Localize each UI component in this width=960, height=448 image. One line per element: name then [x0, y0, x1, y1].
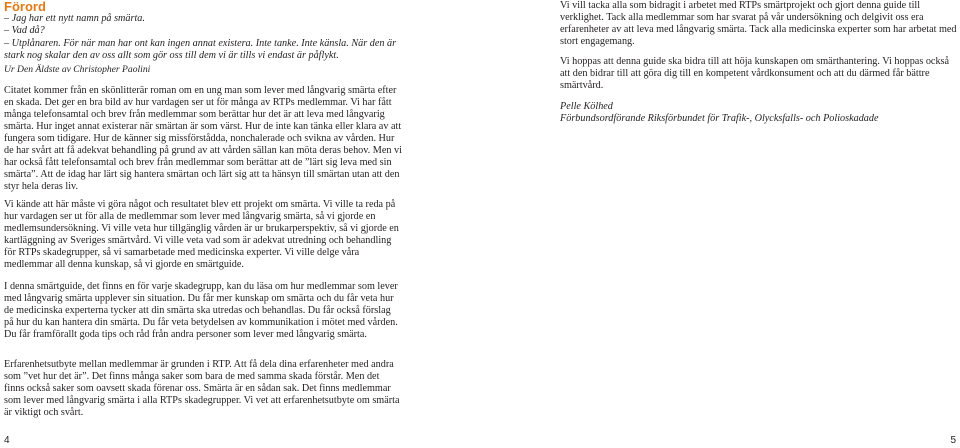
page-heading: Förord	[4, 0, 46, 14]
acknowledgement-paragraph: Vi vill tacka alla som bidragit i arbetet med RTPs smärtprojekt och gjort denna guide till verklighet. Tack alla medlemmar som har svarat på vår undersökning och delgivit oss era erfarenheter av att leva med långvarig smärta. Tack alla medicinska experter som har arbetat med stort engagemang.	[560, 0, 957, 47]
signature-name: Pelle Kölhed	[560, 101, 613, 112]
right-page	[480, 0, 960, 448]
body-paragraph: Citatet kommer från en skönlitterär roman om en ung man som lever med långvarig smärta efter en skada. Det ger en bra bild av hur vardagen ser ut för många av RTPs medlemmar. Vi har fått många telefonsamtal och brev från medlemmar som berättar hur det är att leva med långvarig smärta. Hur inget annat existerar när smärtan är som värst. Hur de inte kan tänka eller klara av att fungera som tidigare. Hur de känner sig missförstådda, nonchalerade och svikna av vården. Hur de har svårt att få adekvat behandling på grund av att vården sällan kan möta deras behov. Men vi har också fått telefonsamtal och brev från medlemmar som berättar att de ”lärt sig leva med sin smärta”. Att de idag har lärt sig hantera smärtan och lärt sig att ta hänsyn till smärtan utan att den styr hela deras liv.	[4, 85, 402, 192]
body-paragraph: Erfarenhetsutbyte mellan medlemmar är grunden i RTP. Att få dela dina erfarenheter med andra som ”vet hur det är”. Det finns många saker som bara de med samma skada förstår. Men det finns också saker som oavsett skada förenar oss. Smärta är en sådan sak. Det finns medlemmar som lever med långvarig smärta i alla RTPs skadegrupper. Vi vet att erfarenhetsutbyte om smärta är viktigt och svårt.	[4, 359, 400, 418]
quote-line: – Utplånaren. För när man har ont kan ingen annat existera. Inte tanke. Inte känsla. När den är stark nog skalar den av oss allt som gör oss till dem vi är tills vi endast är påflykt.	[4, 37, 397, 62]
signature-title: Förbundsordförande Riksförbundet för Trafik-, Olycksfalls- och Polioskadade	[560, 112, 879, 124]
epigraph-quote	[4, 13, 399, 76]
quote-line: – Vad då?	[4, 25, 45, 37]
body-paragraph: I denna smärtguide, det finns en för varje skadegrupp, kan du läsa om hur medlemmar som lever med långvarig smärta upplever sin situation. Du får mer kunskap om smärta och du får veta hur de medicinska experterna tycker att din smärta ska utredas och behandlas. Du får också förslag på hur du kan hantera din smärta. Du får veta betydelsen av kommunikation i mötet med vården. Du får framförallt goda tips och råd från andra personer som lever med långvarig smärta.	[4, 281, 398, 340]
page-number: 5	[950, 435, 956, 446]
quote-line: – Jag har ett nytt namn på smärta.	[4, 13, 145, 24]
signature-block	[560, 101, 960, 125]
page-number: 4	[4, 435, 10, 446]
body-paragraph: Vi kände att här måste vi göra något och resultatet blev ett projekt om smärta. Vi ville ta reda på hur vardagen ser ut för alla de medlemmar som lever med långvarig smärta, så vi gjorde en medlemsundersökning. Vi ville veta hur tillgänglig vården är ur brukarperspektiv, så vi gjorde en kartläggning av Sveriges smärtvård. Vi ville veta vad som är adekvat utredning och behandling för RTPs skadegrupper, så vi samarbetade med medicinska experter. Vi ville delge våra medlemmar all denna kunskap, så vi gjorde en smärtguide.	[4, 199, 399, 270]
quote-source: Ur Den Äldste av Christopher Paolini	[4, 63, 151, 75]
hope-paragraph: Vi hoppas att denna guide ska bidra till att höja kunskapen om smärthantering. Vi hoppas också att den bidrar till att göra dig till en kompetent vårdkonsument och att du därmed får bättre smärtvård.	[560, 56, 950, 91]
